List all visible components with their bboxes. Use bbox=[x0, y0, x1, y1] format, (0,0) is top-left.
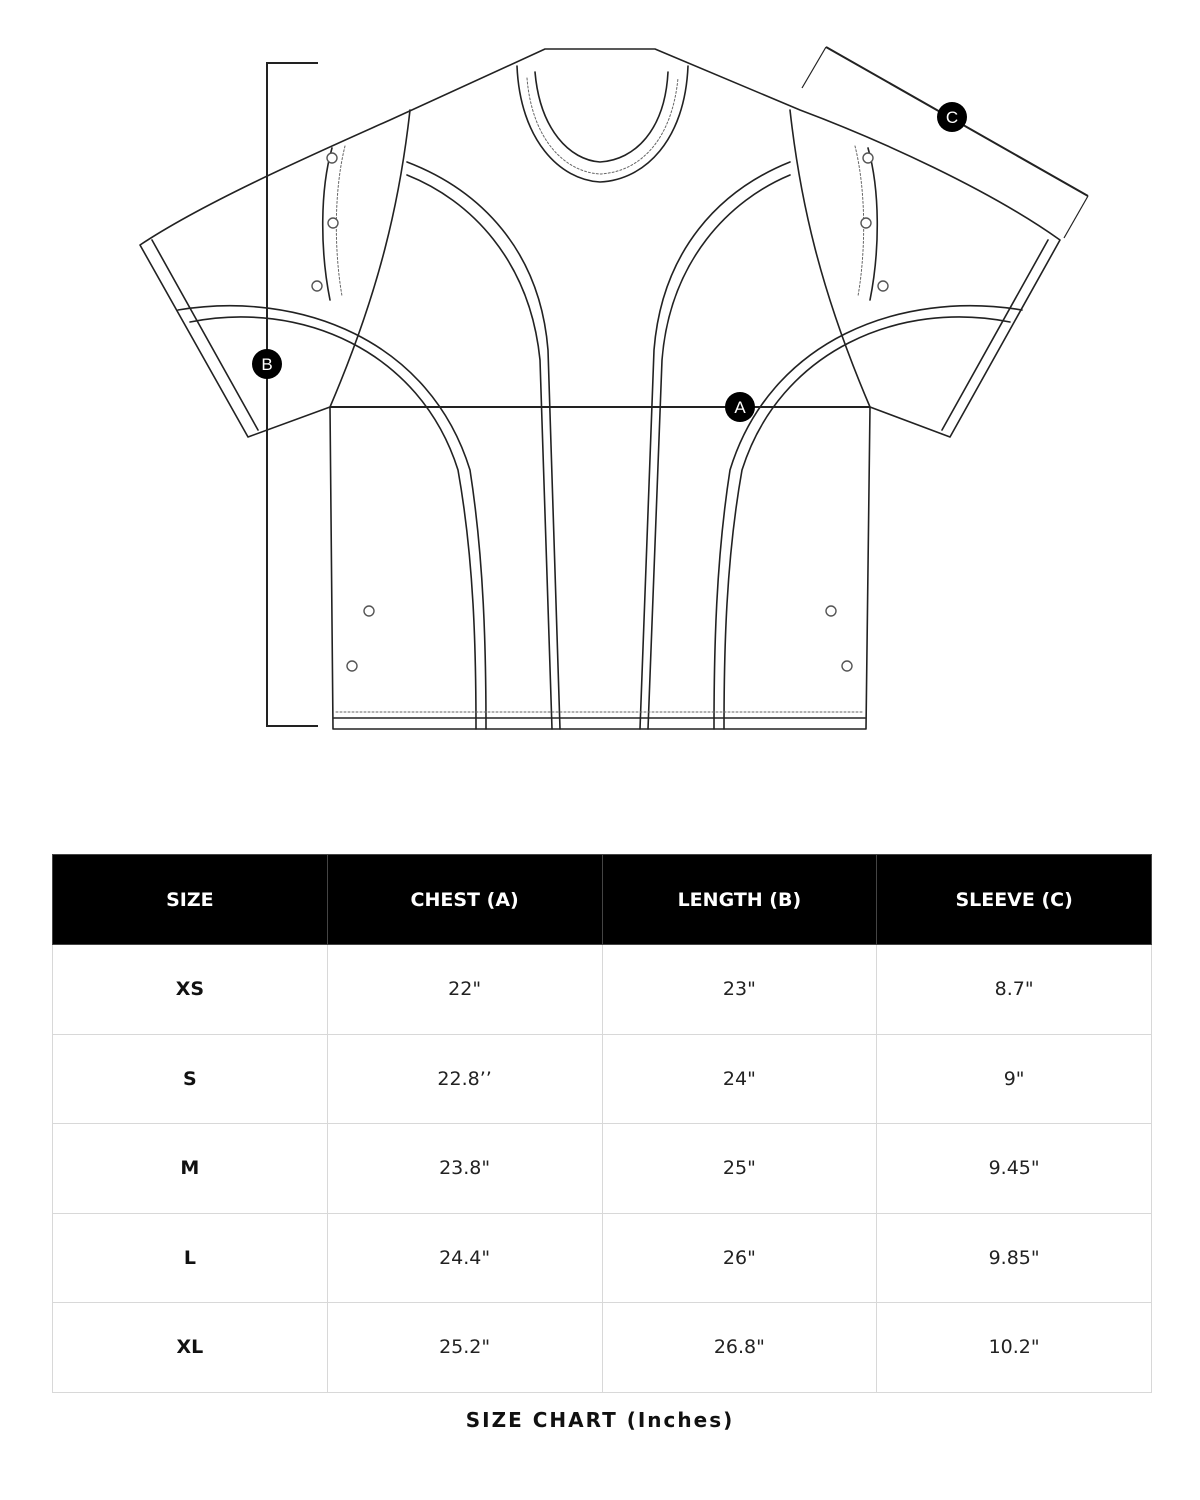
marker-a bbox=[725, 392, 755, 422]
size-cell: S bbox=[53, 1034, 328, 1124]
chest-cell: 22.8’’ bbox=[327, 1034, 602, 1124]
length-cell: 25" bbox=[602, 1124, 877, 1214]
chest-cell: 23.8" bbox=[327, 1124, 602, 1214]
marker-c bbox=[937, 102, 967, 132]
sleeve-cell: 10.2" bbox=[877, 1303, 1152, 1393]
length-cell: 26" bbox=[602, 1213, 877, 1303]
sleeve-cell: 9.85" bbox=[877, 1213, 1152, 1303]
length-cell: 23" bbox=[602, 945, 877, 1035]
svg-text:A: A bbox=[734, 398, 746, 417]
header-chest: CHEST (A) bbox=[327, 855, 602, 945]
sleeve-cell: 9.45" bbox=[877, 1124, 1152, 1214]
header-sleeve: SLEEVE (C) bbox=[877, 855, 1152, 945]
chart-caption: SIZE CHART (Inches) bbox=[465, 1408, 735, 1432]
marker-b bbox=[252, 349, 282, 379]
table-row bbox=[53, 1124, 1152, 1214]
chest-cell: 25.2" bbox=[327, 1303, 602, 1393]
sleeve-cell: 8.7" bbox=[877, 945, 1152, 1035]
table-row bbox=[53, 1303, 1152, 1393]
header-length: LENGTH (B) bbox=[602, 855, 877, 945]
length-cell: 24" bbox=[602, 1034, 877, 1124]
collar bbox=[517, 66, 688, 182]
length-cell: 26.8" bbox=[602, 1303, 877, 1393]
table-header-row bbox=[53, 855, 1152, 945]
size-cell: XL bbox=[53, 1303, 328, 1393]
svg-text:C: C bbox=[945, 108, 959, 127]
svg-text:B: B bbox=[261, 355, 273, 374]
table-row bbox=[53, 945, 1152, 1035]
chest-cell: 22" bbox=[327, 945, 602, 1035]
size-cell: XS bbox=[53, 945, 328, 1035]
table-row bbox=[53, 1213, 1152, 1303]
shirt-outline bbox=[140, 49, 1060, 729]
left-panel-seam bbox=[407, 162, 560, 729]
chest-cell: 24.4" bbox=[327, 1213, 602, 1303]
sleeve-cell: 9" bbox=[877, 1034, 1152, 1124]
table-row bbox=[53, 1034, 1152, 1124]
size-chart-table bbox=[52, 854, 1152, 1393]
header-size: SIZE bbox=[53, 855, 328, 945]
size-cell: L bbox=[53, 1213, 328, 1303]
size-cell: M bbox=[53, 1124, 328, 1214]
length-measure-line bbox=[267, 63, 318, 726]
